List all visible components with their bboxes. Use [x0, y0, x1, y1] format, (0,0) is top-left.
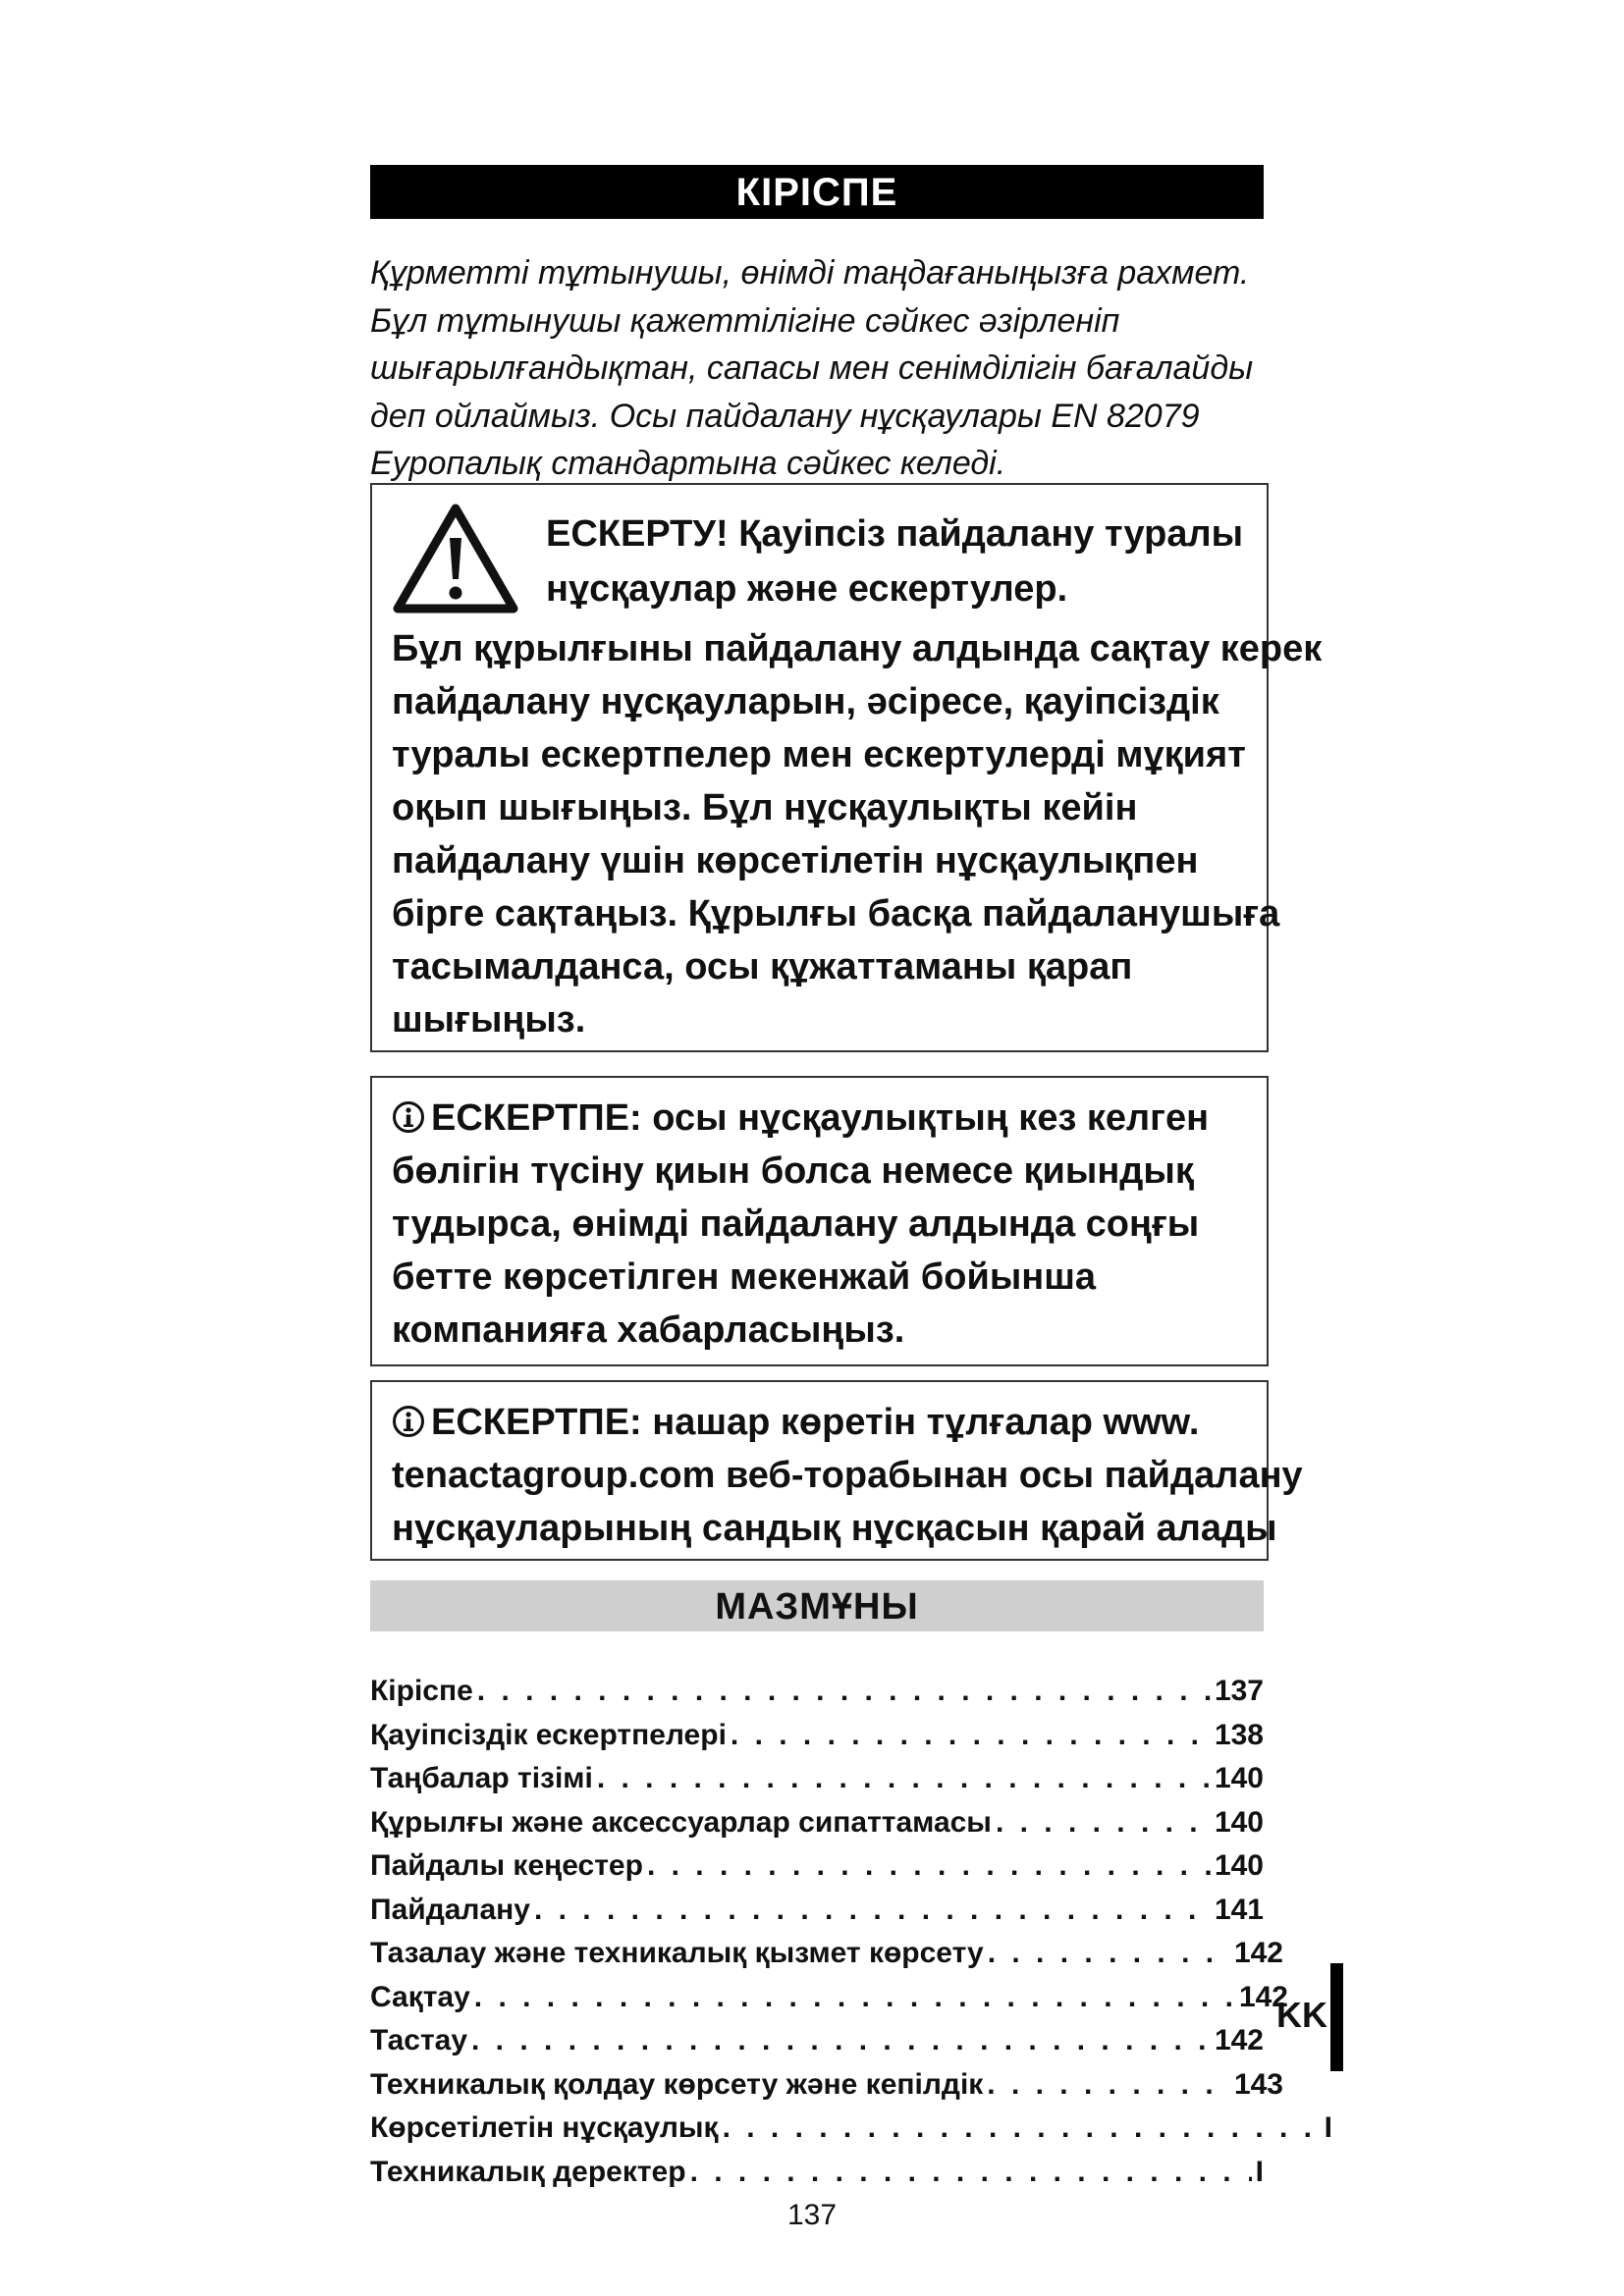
toc-item-label: Құрылғы және аксессуарлар сипаттамасы	[370, 1805, 992, 1839]
note2-line	[392, 1396, 1275, 1449]
warning-line: шығыңыз.	[392, 999, 586, 1041]
note2-line: нұсқауларының сандық нұсқасын қарай алады	[392, 1508, 1277, 1549]
toc-item[interactable]	[370, 1932, 1283, 1976]
toc-item-label: Пайдалану	[370, 1893, 530, 1926]
note1-line	[392, 1092, 1275, 1145]
intro-line: Еуропалық стандартына сәйкес келеді.	[370, 445, 1006, 482]
toc-item[interactable]	[370, 1844, 1264, 1889]
note1-line-text: ЕСКЕРТПЕ: осы нұсқаулықтың кез келген	[431, 1097, 1210, 1139]
toc-item[interactable]	[370, 1757, 1264, 1801]
note2-text	[392, 1396, 1303, 1555]
note1-line: бөлігін түсіну қиын болса немесе қиындық	[392, 1150, 1194, 1192]
toc-item-label: Тазалау және техникалық қызмет көрсету	[370, 1937, 984, 1969]
page-number: 137	[786, 2199, 838, 2231]
toc-item-label: Техникалық деректер	[370, 2155, 686, 2188]
toc-leader	[471, 2019, 1211, 2063]
toc-item-page: 137	[1214, 1675, 1264, 1707]
intro-title: КІРІСПЕ	[370, 165, 1264, 219]
toc-item-label: Техникалық қолдау көрсету және кепілдік	[370, 2067, 984, 2101]
note-box-visually-impaired	[370, 1380, 1303, 1561]
toc-item[interactable]	[370, 2107, 1332, 2151]
toc-item[interactable]	[370, 1801, 1264, 1845]
warning-line: туралы ескертпелер мен ескертулерді мұқият	[392, 734, 1246, 775]
safety-warning-box	[370, 483, 1323, 1052]
toc-item[interactable]	[370, 2019, 1264, 2063]
intro-line: Құрметті тұтынушы, өнімді таңдағаныңызға рахмет.	[370, 254, 1250, 292]
warning-heading-line: ЕСКЕРТУ! Қауіпсіз пайдалану туралы	[546, 513, 1244, 555]
toc-item[interactable]	[370, 1889, 1264, 1933]
toc-item-page: I	[1324, 2111, 1332, 2144]
intro-line: шығарылғандықтан, сапасы мен сенімділігін бағалайды	[370, 349, 1254, 387]
toc-item[interactable]	[370, 2063, 1283, 2108]
toc-leader	[996, 1801, 1211, 1845]
language-code: KK	[1276, 1995, 1327, 2035]
toc-item[interactable]	[370, 2151, 1264, 2195]
toc-item-label: Таңбалар тізімі	[370, 1762, 593, 1794]
toc-item-page: 140	[1214, 1849, 1264, 1882]
toc-item-page: 142	[1233, 1937, 1283, 1969]
toc-leader	[474, 1976, 1235, 2020]
toc-item-page: 138	[1214, 1718, 1264, 1751]
toc-item-page: 140	[1214, 1762, 1264, 1794]
note-box-difficulty	[370, 1076, 1269, 1366]
note1-text	[392, 1092, 1275, 1357]
toc-leader	[987, 2063, 1230, 2108]
warning-line: пайдалану үшін көрсетілетін нұсқаулықпен	[392, 840, 1199, 881]
note2-line-text: ЕСКЕРТПЕ: нашар көретін тұлғалар www.	[431, 1402, 1200, 1443]
toc-title: МАЗМҰНЫ	[370, 1580, 1264, 1631]
toc-item[interactable]	[370, 1670, 1264, 1714]
toc-leader	[647, 1844, 1211, 1889]
table-of-contents	[370, 1670, 1332, 2194]
info-icon	[392, 1100, 425, 1134]
toc-item-page: 141	[1214, 1893, 1264, 1926]
warning-line: бірге сақтаңыз. Құрылғы басқа пайдаланушыға	[392, 893, 1280, 934]
toc-item-label: Қауіпсіздік ескертпелері	[370, 1718, 727, 1751]
intro-paragraph	[370, 249, 1288, 488]
intro-line: деп ойлаймыз. Осы пайдалану нұсқаулары EN 82079	[370, 397, 1200, 435]
toc-item-page: 142	[1238, 1980, 1288, 2013]
warning-heading	[546, 507, 1243, 616]
toc-leader	[534, 1889, 1211, 1933]
note2-line: tenactagroup.com веб-торабынан осы пайдалану	[392, 1455, 1303, 1496]
toc-leader	[723, 2107, 1321, 2151]
toc-leader	[690, 2151, 1252, 2195]
toc-leader	[988, 1932, 1230, 1976]
toc-item-page: 140	[1214, 1805, 1264, 1839]
info-icon	[392, 1405, 425, 1438]
note1-line: бетте көрсетілген мекенжай бойынша	[392, 1256, 1097, 1298]
warning-heading-line: нұсқаулар және ескертулер.	[546, 568, 1068, 610]
toc-item-label: Көрсетілетін нұсқаулық	[370, 2111, 719, 2144]
language-tab-bar	[1330, 1963, 1343, 2071]
toc-leader	[477, 1670, 1211, 1714]
language-tab	[1276, 1963, 1345, 2061]
note1-line: компанияға хабарласыңыз.	[392, 1309, 905, 1351]
warning-line: тасымалданса, осы құжаттаманы қарап	[392, 946, 1133, 988]
warning-line: пайдалану нұсқауларын, әсіресе, қауіпсіздік	[392, 681, 1219, 722]
toc-leader	[731, 1714, 1211, 1758]
toc-item[interactable]	[370, 1714, 1264, 1758]
toc-item-label: Сақтау	[370, 1980, 470, 2013]
warning-line: Бұл құрылғыны пайдалану алдында сақтау керек	[392, 628, 1323, 669]
warning-body	[392, 622, 1323, 1046]
toc-item-label: Тастау	[370, 2024, 468, 2056]
note1-line: тудырса, өнімді пайдалану алдында соңғы	[392, 1203, 1200, 1245]
toc-item-page: 142	[1214, 2024, 1264, 2056]
warning-line: оқып шығыңыз. Бұл нұсқаулықты кейін	[392, 787, 1138, 828]
toc-item-page: I	[1255, 2155, 1264, 2188]
toc-item-label: Пайдалы кеңестер	[370, 1849, 643, 1882]
toc-leader	[597, 1757, 1211, 1801]
toc-item-label: Кіріспе	[370, 1675, 473, 1707]
warning-triangle-icon	[392, 503, 519, 615]
toc-item[interactable]	[370, 1976, 1288, 2020]
toc-item-page: 143	[1233, 2067, 1283, 2101]
intro-line: Бұл тұтынушы қажеттілігіне сәйкес әзірленіп	[370, 301, 1120, 340]
